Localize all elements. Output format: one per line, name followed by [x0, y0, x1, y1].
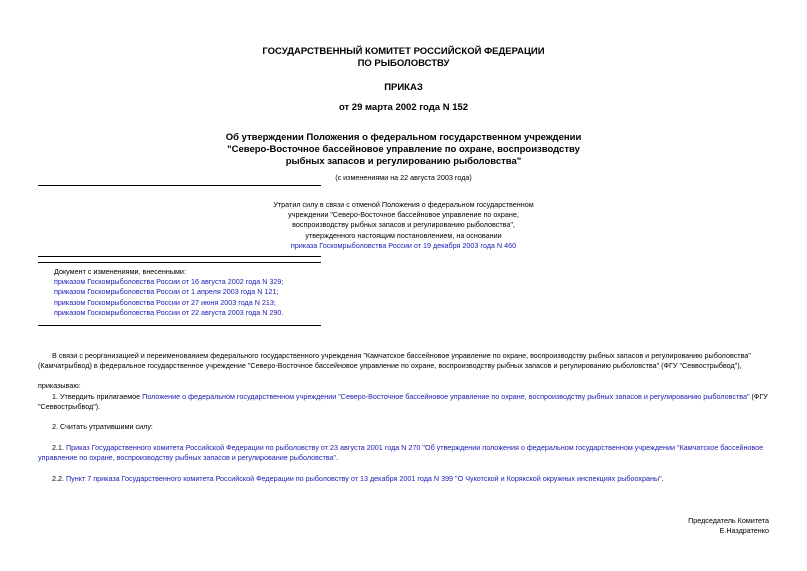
paragraph-1 — [38, 392, 769, 413]
divider — [38, 262, 321, 263]
p1-suffix: (ФГУ "Севвострыбвод"). — [38, 392, 768, 412]
divider — [38, 185, 321, 186]
changes-heading: Документ с изменениями, внесенными: — [54, 267, 186, 276]
date-number: от 29 марта 2002 года N 152 — [338, 102, 469, 113]
intro-paragraph: В связи с реорганизацией и переименованием федерального государственного учреждения "Камчатское бассейновое управление по охране, воспроизводству рыбных запасов и регулированию рыболовства" (Камчатрыбвод) в федеральное государственное учреждение "Северо-Восточное бассейновое управление по охране, воспроизводству рыбных запасов и регулированию рыболовства" (ФГУ "Севвострыбвод"), — [38, 351, 751, 371]
paragraph-2: 2. Считать утратившими силу: — [52, 422, 153, 431]
p21-suffix: . — [336, 453, 339, 463]
p22-prefix: 2.2. — [52, 474, 66, 483]
changes-box — [54, 267, 354, 318]
divider — [38, 325, 321, 326]
regulation-link[interactable]: Положение о федеральном государственном учреждении "Северо-Восточное бассейновое управление по охране, воспроизводству рыбных запасов и регулированию рыболовства" — [142, 392, 750, 401]
signature-name: Е.Наздратенко — [719, 526, 769, 536]
expired-line-1: Утратил силу в связи с отменой Положения о федеральном государственном — [273, 200, 534, 209]
expired-line-3: воспроизводству рыбных запасов и регулированию рыболовства", — [292, 220, 515, 230]
expired-note — [0, 200, 807, 251]
p1-prefix: 1. Утвердить прилагаемое — [52, 392, 143, 401]
paragraph-2-2 — [38, 474, 769, 484]
title-line-2: "Северо-Восточное бассейновое управление по охране, воспроизводству — [227, 144, 580, 155]
org-line-2: ПО РЫБОЛОВСТВУ — [357, 58, 450, 69]
order-word: приказываю: — [38, 381, 81, 390]
p22-suffix: . — [661, 474, 664, 483]
doc-type: ПРИКАЗ — [384, 82, 423, 93]
change-link[interactable]: приказом Госкомрыболовства России от 1 апреля 2003 года N 121; — [54, 287, 279, 297]
order-270-link[interactable]: Приказ Государственного комитета Российской Федерации по рыболовству от 23 августа 2001 года N 270 "Об утверждении положения о федеральном государственном учреждении "Камчатское бассейновое управление по охране, воспроизводству рыбных запасов и регулирование рыболовства" — [38, 443, 764, 463]
title-line-1: Об утверждении Положения о федеральном государственном учреждении — [225, 132, 582, 143]
expired-line-2: учреждении "Северо-Восточное бассейновое управление по охране, — [288, 210, 519, 220]
title-line-3: рыбных запасов и регулированию рыболовства" — [285, 156, 522, 167]
change-link[interactable]: приказом Госкомрыболовства России от 16 августа 2002 года N 329; — [54, 277, 284, 287]
expired-link[interactable]: приказа Госкомрыболовства России от 19 декабря 2003 года N 460 — [290, 240, 517, 250]
signature-position: Председатель Комитета — [688, 516, 769, 525]
signature-block — [688, 516, 769, 537]
order-399-link[interactable]: Пункт 7 приказа Государственного комитета Российской Федерации по рыболовству от 13 декабря 2001 года N 399 "О Чукотской и Корякской окружных инспекциях рыбоохраны" — [66, 474, 662, 483]
p21-prefix: 2.1. — [52, 443, 66, 452]
amendment-note: (с изменениями на 22 августа 2003 года) — [335, 173, 472, 182]
expired-line-4: утвержденного настоящим постановлением, на основании — [305, 230, 502, 240]
paragraph-2-1 — [38, 443, 769, 464]
change-link[interactable]: приказом Госкомрыболовства России от 27 июня 2003 года N 213; — [54, 297, 276, 307]
change-link[interactable]: приказом Госкомрыболовства России от 22 августа 2003 года N 290. — [54, 307, 284, 317]
divider — [38, 256, 321, 257]
org-line-1: ГОСУДАРСТВЕННЫЙ КОМИТЕТ РОССИЙСКОЙ ФЕДЕРАЦИИ — [262, 46, 545, 57]
